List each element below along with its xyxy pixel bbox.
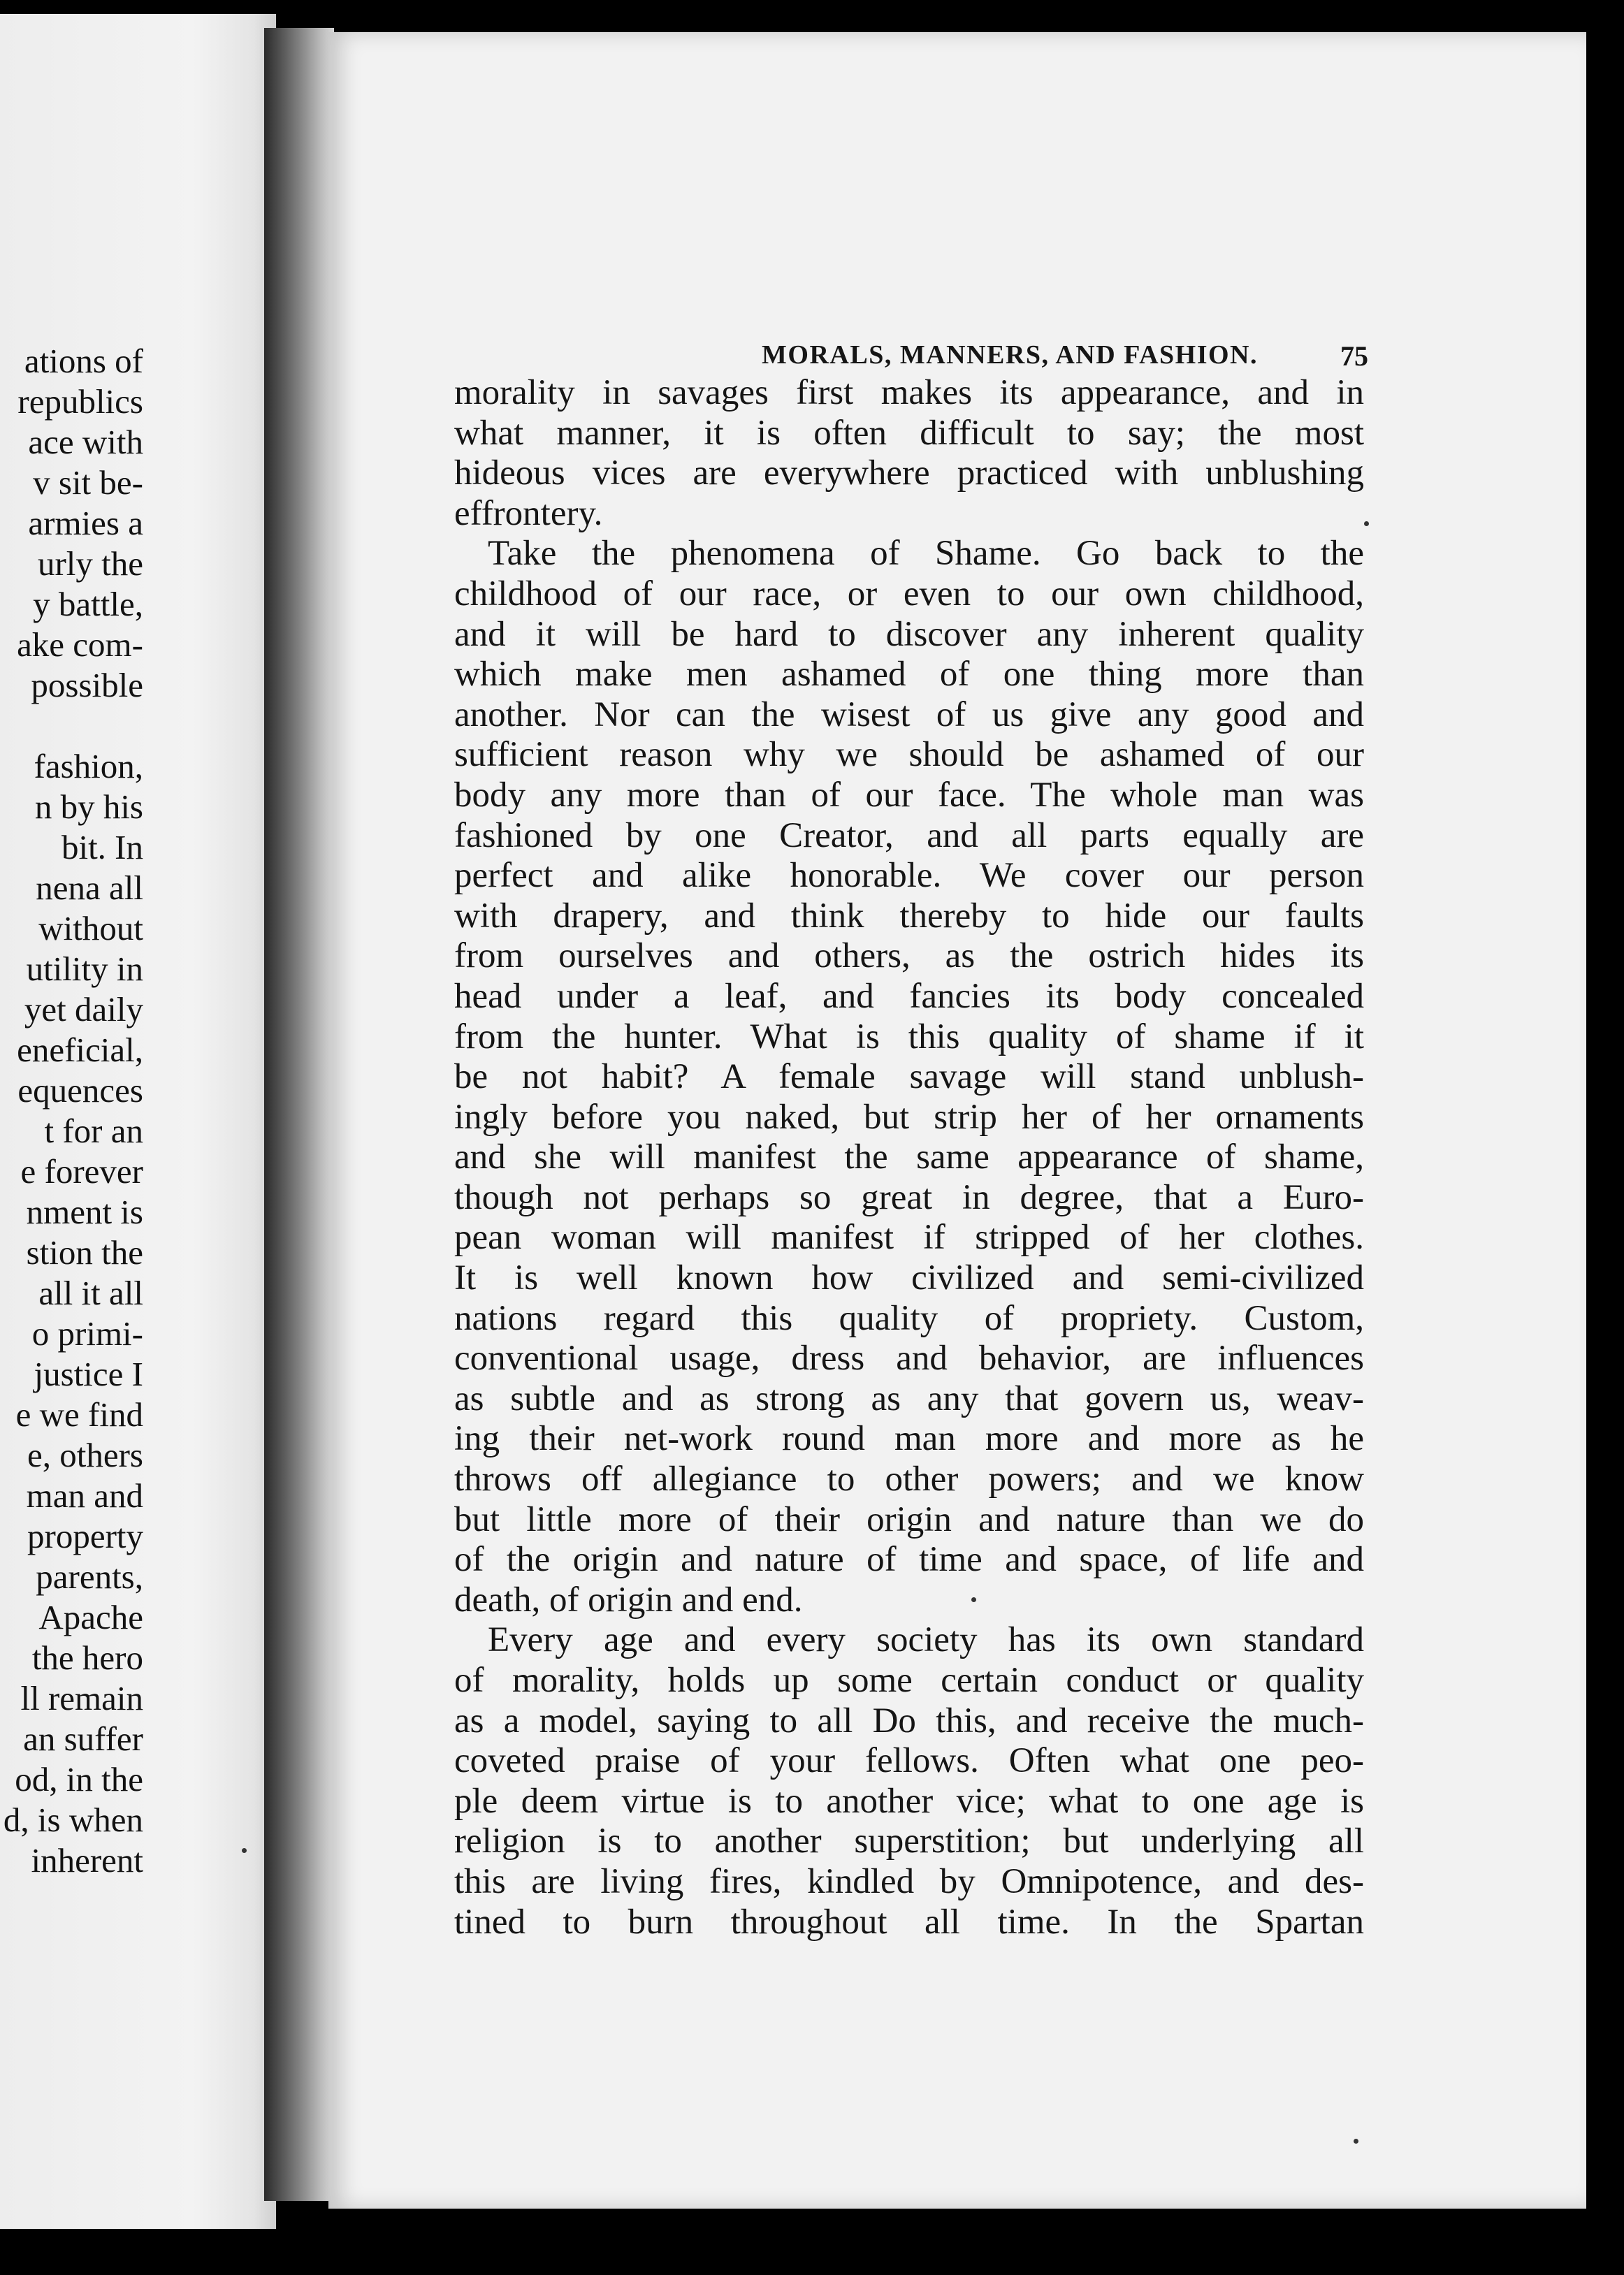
text-line: this are living fires, kindled by Omnipotence, and des- (454, 1861, 1364, 1901)
text-line: effrontery. (454, 493, 603, 533)
book-gutter-shadow (264, 28, 334, 2201)
text-line: with drapery, and think thereby to hide our faults (454, 896, 1364, 936)
text-line: Every age and every society has its own standard (488, 1620, 1364, 1660)
left-page-line: e, others (27, 1436, 143, 1474)
left-page-line: y battle, (33, 585, 143, 623)
text-line: from the hunter. What is this quality of shame if it (454, 1017, 1364, 1056)
text-line: and she will manifest the same appearance of shame, (454, 1138, 1364, 1177)
left-page-line: property (27, 1517, 143, 1555)
left-page-line: yet daily (24, 990, 143, 1029)
left-page-line (0, 706, 143, 746)
text-line: morality in savages first makes its appearance, and in (454, 373, 1364, 412)
left-page-line: possible (31, 666, 143, 704)
text-line: Take the phenomena of Shame. Go back to the (488, 534, 1364, 574)
text-line: as subtle and as strong as any that govern us, weav- (454, 1379, 1364, 1418)
text-line: ingly before you naked, but strip her of her ornaments (454, 1097, 1364, 1137)
left-facing-page (0, 14, 276, 2229)
left-page-line: t for an (44, 1112, 143, 1150)
text-line: perfect and alike honorable. We cover our person (454, 856, 1364, 896)
left-page-line: od, in the (15, 1760, 143, 1798)
text-line: sufficient reason why we should be ashamed of our (454, 735, 1364, 775)
left-page-line: v sit be- (33, 463, 143, 502)
left-page-line: fashion, (34, 747, 143, 785)
left-page-line: nena all (36, 868, 143, 907)
text-line: pean woman will manifest if stripped of her clothes. (454, 1218, 1364, 1258)
text-line: of the origin and nature of time and space, of life and (454, 1540, 1364, 1580)
ink-speck (1364, 521, 1369, 526)
text-line: though not perhaps so great in degree, that a Euro- (454, 1177, 1364, 1217)
left-page-line: ations of (24, 342, 143, 380)
ink-speck (971, 1597, 976, 1602)
text-line: It is well known how civilized and semi-civilized (454, 1258, 1364, 1298)
body-text (454, 373, 1364, 1942)
left-page-line: e we find (15, 1395, 143, 1434)
left-page-line: d, is when (3, 1801, 143, 1839)
left-page-line: nment is (26, 1193, 143, 1231)
text-line: from ourselves and others, as the ostrich hides its (454, 936, 1364, 976)
left-page-line: all it all (38, 1274, 143, 1312)
ink-speck (242, 1848, 247, 1853)
text-line: another. Nor can the wisest of us give any good and (454, 695, 1364, 734)
text-line: childhood of our race, or even to our own childhood, (454, 574, 1364, 613)
left-page-line: utility in (26, 950, 143, 988)
left-page-line: n by his (34, 787, 143, 826)
left-page-line: justice I (34, 1355, 143, 1393)
left-page-line: the hero (31, 1638, 143, 1677)
text-line: of morality, holds up some certain conduct or quality (454, 1661, 1364, 1700)
text-line: nations regard this quality of propriety. Custom, (454, 1298, 1364, 1338)
text-line: as a model, saying to all Do this, and receive the much- (454, 1701, 1364, 1740)
left-page-line: ace with (28, 423, 143, 461)
text-line: coveted praise of your fellows. Often what one peo- (454, 1741, 1364, 1781)
left-page-line: eneficial, (17, 1031, 143, 1069)
text-line: fashioned by one Creator, and all parts equally are (454, 815, 1364, 855)
text-line: religion is to another superstition; but underlying all (454, 1822, 1364, 1861)
text-line: but little more of their origin and nature than we do (454, 1499, 1364, 1539)
text-line: throws off allegiance to other powers; and we know (454, 1460, 1364, 1499)
text-line: and it will be hard to discover any inherent quality (454, 614, 1364, 654)
left-page-line: an suffer (23, 1720, 143, 1758)
text-line: ing their net-work round man more and more as he (454, 1419, 1364, 1459)
left-page-line: Apache (38, 1598, 143, 1636)
left-page-line: bit. In (61, 828, 143, 866)
text-line: tined to burn throughout all time. In the Spartan (454, 1902, 1364, 1942)
text-line: conventional usage, dress and behavior, are influences (454, 1339, 1364, 1379)
left-page-text (0, 341, 143, 1881)
left-page-line: armies a (28, 504, 143, 542)
left-page-line: man and (26, 1476, 143, 1515)
text-line: head under a leaf, and fancies its body concealed (454, 976, 1364, 1016)
left-page-line: republics (17, 382, 143, 421)
left-page-line: inherent (31, 1841, 143, 1880)
page-number: 75 (1340, 340, 1368, 372)
left-page-line: parents, (36, 1557, 143, 1596)
text-line: hideous vices are everywhere practiced with unblushing (454, 453, 1364, 493)
left-page-line: urly the (37, 544, 143, 583)
right-page (328, 32, 1586, 2209)
left-page-line: without (38, 909, 143, 947)
left-page-line: ake com- (17, 625, 143, 664)
ink-speck (1354, 2139, 1358, 2144)
left-page-line: stion the (26, 1233, 143, 1272)
text-line: what manner, it is often difficult to say; the most (454, 413, 1364, 453)
text-line: death, of origin and end. (454, 1580, 803, 1620)
left-page-line: e forever (20, 1152, 143, 1191)
text-line: ple deem virtue is to another vice; what to one age is (454, 1781, 1364, 1821)
left-page-line: ll remain (20, 1679, 143, 1717)
left-page-line: o primi- (31, 1314, 143, 1353)
text-line: which make men ashamed of one thing more than (454, 655, 1364, 695)
text-line: be not habit? A female savage will stand unblush- (454, 1057, 1364, 1097)
running-head: MORALS, MANNERS, AND FASHION. (762, 340, 1258, 370)
text-line: body any more than of our face. The whole man was (454, 775, 1364, 815)
left-page-line: equences (17, 1071, 143, 1110)
